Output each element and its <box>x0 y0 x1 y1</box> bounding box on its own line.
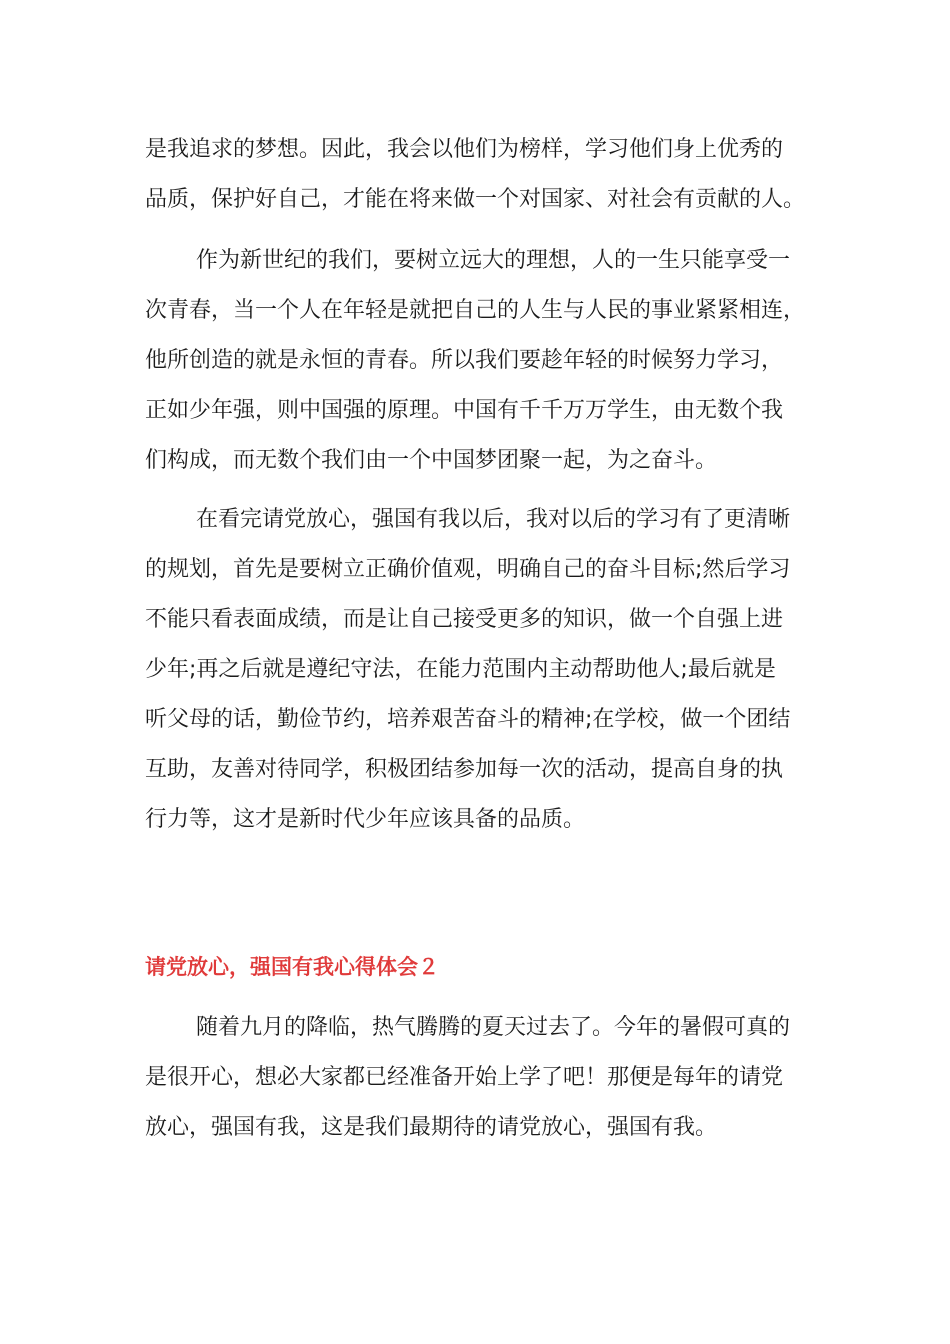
section-heading: 请党放心，强国有我心得体会２ <box>145 955 439 979</box>
paragraph-line: 是很开心，想必大家都已经准备开始上学了吧！那便是每年的请党 <box>145 1065 784 1090</box>
paragraph-line: 互助，友善对待同学，积极团结参加每一次的活动，提高自身的执 <box>145 757 784 782</box>
paragraph-line: 在看完请党放心，强国有我以后，我对以后的学习有了更清晰 <box>196 507 791 532</box>
paragraph-line: 他所创造的就是永恒的青春。所以我们要趁年轻的时候努力学习， <box>145 348 784 373</box>
paragraph-line: 随着九月的降临，热气腾腾的夏天过去了。今年的暑假可真的 <box>196 1015 791 1040</box>
paragraph-line: 的规划，首先是要树立正确价值观，明确自己的奋斗目标;然后学习 <box>145 557 791 582</box>
paragraph-line: 行力等，这才是新时代少年应该具备的品质。 <box>145 807 586 832</box>
paragraph-line: 作为新世纪的我们，要树立远大的理想，人的一生只能享受一 <box>196 248 791 273</box>
paragraph-line: 不能只看表面成绩，而是让自己接受更多的知识，做一个自强上进 <box>145 607 784 632</box>
paragraph-line: 正如少年强，则中国强的原理。中国有千千万万学生，由无数个我 <box>145 398 784 423</box>
paragraph-line: 次青春，当一个人在年轻是就把自己的人生与人民的事业紧紧相连， <box>145 298 806 323</box>
paragraph-line: 少年;再之后就是遵纪守法，在能力范围内主动帮助他人;最后就是 <box>145 657 776 682</box>
paragraph-line: 们构成，而无数个我们由一个中国梦团聚一起，为之奋斗。 <box>145 448 718 473</box>
paragraph-line: 放心，强国有我，这是我们最期待的请党放心，强国有我。 <box>145 1115 718 1140</box>
paragraph-line: 品质，保护好自己，才能在将来做一个对国家、对社会有贡献的人。 <box>145 187 806 212</box>
paragraph-line: 听父母的话，勤俭节约，培养艰苦奋斗的精神;在学校，做一个团结 <box>145 707 791 732</box>
paragraph-line: 是我追求的梦想。因此，我会以他们为榜样，学习他们身上优秀的 <box>145 137 784 162</box>
